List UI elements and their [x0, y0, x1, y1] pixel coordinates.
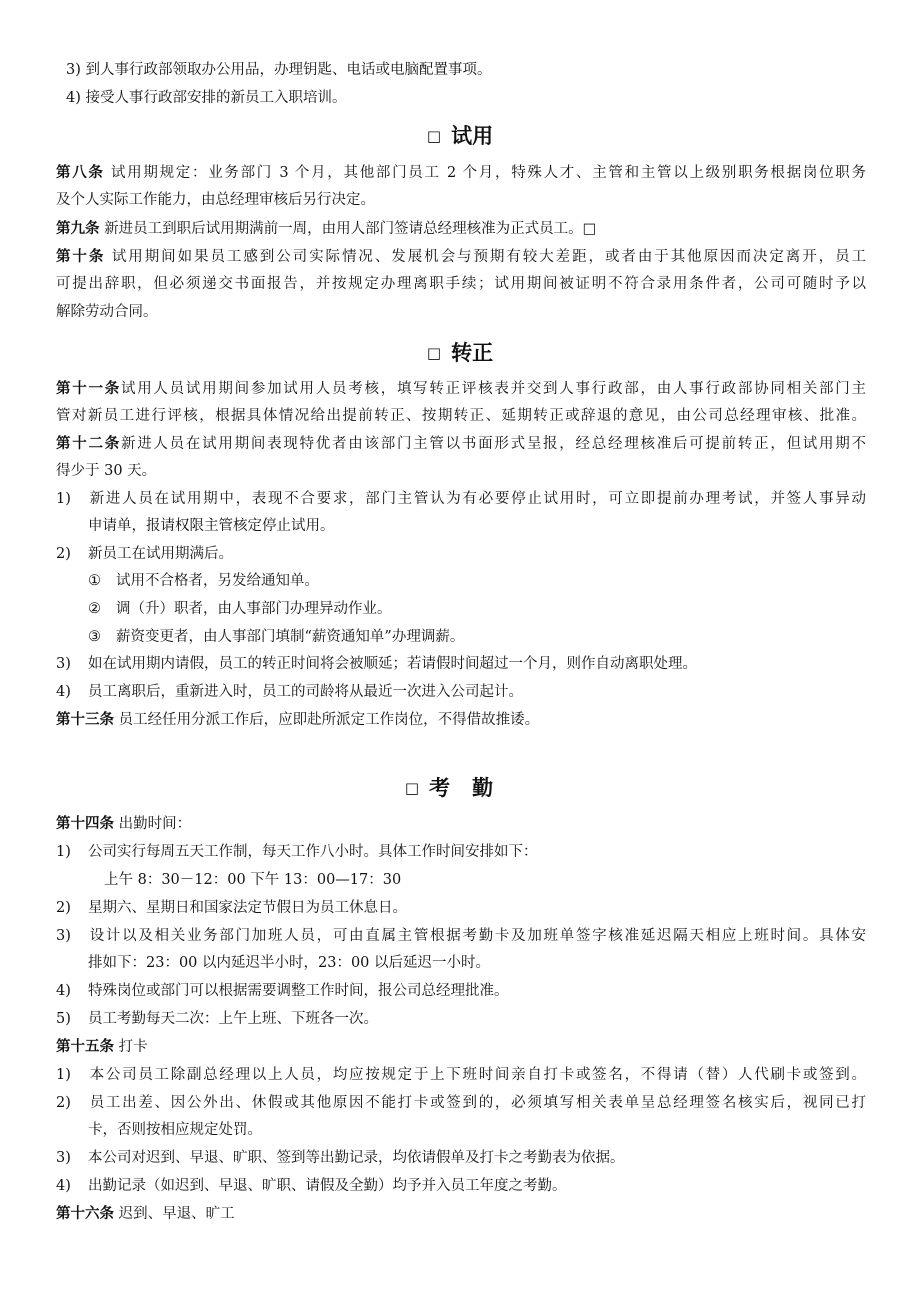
article-15: 第十五条 打卡 — [56, 1039, 148, 1055]
article-10: 第十条 试用期间如果员工感到公司实际情况、发展机会与预期有较大差距，或者由于其他原因而决定离开，员工 — [56, 249, 866, 265]
article-15-item-3: 3) 本公司对迟到、早退、旷职、签到等出勤记录，均依请假单及打卡之考勤表为依据。 — [56, 1150, 625, 1166]
article-12-subitem-3: ③ 薪资变更者，由人事部门填制“薪资通知单”办理调薪。 — [88, 629, 465, 645]
article-14: 第十四条 出勤时间： — [56, 816, 192, 832]
article-14-item-4: 4) 特殊岗位或部门可以根据需要调整工作时间，报公司总经理批准。 — [56, 983, 509, 999]
article-12-cont: 得少于 30 天。 — [56, 463, 157, 479]
article-10-cont-1: 可提出辞职，但必须递交书面报告，并按规定办理离职手续；试用期间被证明不符合录用条件者，公司可随时予以 — [56, 276, 866, 292]
article-12-item-4: 4) 员工离职后，重新进入时，员工的司龄将从最近一次进入公司起计。 — [56, 684, 523, 700]
article-14-item-3-cont: 排如下：23：00 以内延迟半小时，23：00 以后延迟一小时。 — [88, 955, 491, 971]
article-12-subitem-1: ① 试用不合格者，另发给通知单。 — [88, 573, 319, 589]
article-11: 第十一条试用人员试用期间参加试用人员考核，填写转正评核表并交到人事行政部，由人事行政部协同相关部门主 — [56, 381, 866, 397]
article-14-item-1: 1) 公司实行每周五天工作制，每天工作八小时。具体工作时间安排如下： — [56, 844, 538, 860]
article-12-item-2: 2) 新员工在试用期满后。 — [56, 546, 233, 562]
section-heading-trial: □ 试用 — [426, 124, 494, 148]
article-12-item-1: 1) 新进人员在试用期中，表现不合要求，部门主管认为有必要停止试用时，可立即提前办理考试，并签人事异动 — [56, 491, 866, 507]
article-15-item-2-cont: 卡，否则按相应规定处罚。 — [88, 1122, 262, 1138]
article-11-cont: 管对新员工进行评核，根据具体情况给出提前转正、按期转正、延期转正或辞退的意见，由公司总经理审核、批准。 — [56, 408, 866, 424]
section-heading-attendance: □ 考勤 — [404, 776, 516, 800]
item-4-orientation: 4) 接受人事行政部安排的新员工入职培训。 — [66, 90, 347, 106]
article-12-item-1-cont: 申请单，报请权限主管核定停止试用。 — [88, 518, 335, 534]
article-13: 第十三条 员工经任用分派工作后，应即赴所派定工作岗位，不得借故推诿。 — [56, 712, 540, 728]
article-8: 第八条 试用期规定：业务部门 3 个月，其他部门员工 2 个月，特殊人才、主管和主管以上级别职务根据岗位职务 — [56, 165, 866, 181]
article-14-item-2: 2) 星期六、星期日和国家法定节假日为员工休息日。 — [56, 900, 407, 916]
article-15-item-2: 2) 员工出差、因公外出、休假或其他原因不能打卡或签到的，必须填写相关表单呈总经理签名核实后，视同已打 — [56, 1095, 866, 1111]
work-hours: 上午 8：30－12：00 下午 13：00—17：30 — [104, 872, 402, 888]
article-15-item-1: 1) 本公司员工除副总经理以上人员，均应按规定于上下班时间亲自打卡或签名，不得请（替）人代刷卡或签到。 — [56, 1067, 866, 1083]
article-15-item-4: 4) 出勤记录（如迟到、早退、旷职、请假及全勤）均予并入员工年度之考勤。 — [56, 1178, 567, 1194]
article-10-cont-2: 解除劳动合同。 — [56, 304, 158, 320]
article-14-item-5: 5) 员工考勤每天二次：上午上班、下班各一次。 — [56, 1011, 378, 1027]
article-12: 第十二条新进人员在试用期间表现特优者由该部门主管以书面形式呈报，经总经理核准后可提前转正，但试用期不 — [56, 436, 866, 452]
item-3-office-supplies: 3) 到人事行政部领取办公用品，办理钥匙、电话或电脑配置事项。 — [66, 62, 492, 78]
article-16: 第十六条 迟到、早退、旷工 — [56, 1206, 235, 1222]
article-12-subitem-2: ② 调（升）职者，由人事部门办理异动作业。 — [88, 601, 392, 617]
article-9: 第九条 新进员工到职后试用期满前一周，由用人部门签请总经理核准为正式员工。□ — [56, 221, 597, 237]
article-12-item-3: 3) 如在试用期内请假，员工的转正时间将会被顺延；若请假时间超过一个月，则作自动离职处理。 — [56, 656, 697, 672]
section-heading-regularization: □ 转正 — [426, 341, 494, 365]
article-14-item-3: 3) 设计以及相关业务部门加班人员，可由直属主管根据考勤卡及加班单签字核准延迟隔天相应上班时间。具体安 — [56, 928, 866, 944]
article-8-cont: 及个人实际工作能力，由总经理审核后另行决定。 — [56, 192, 375, 208]
